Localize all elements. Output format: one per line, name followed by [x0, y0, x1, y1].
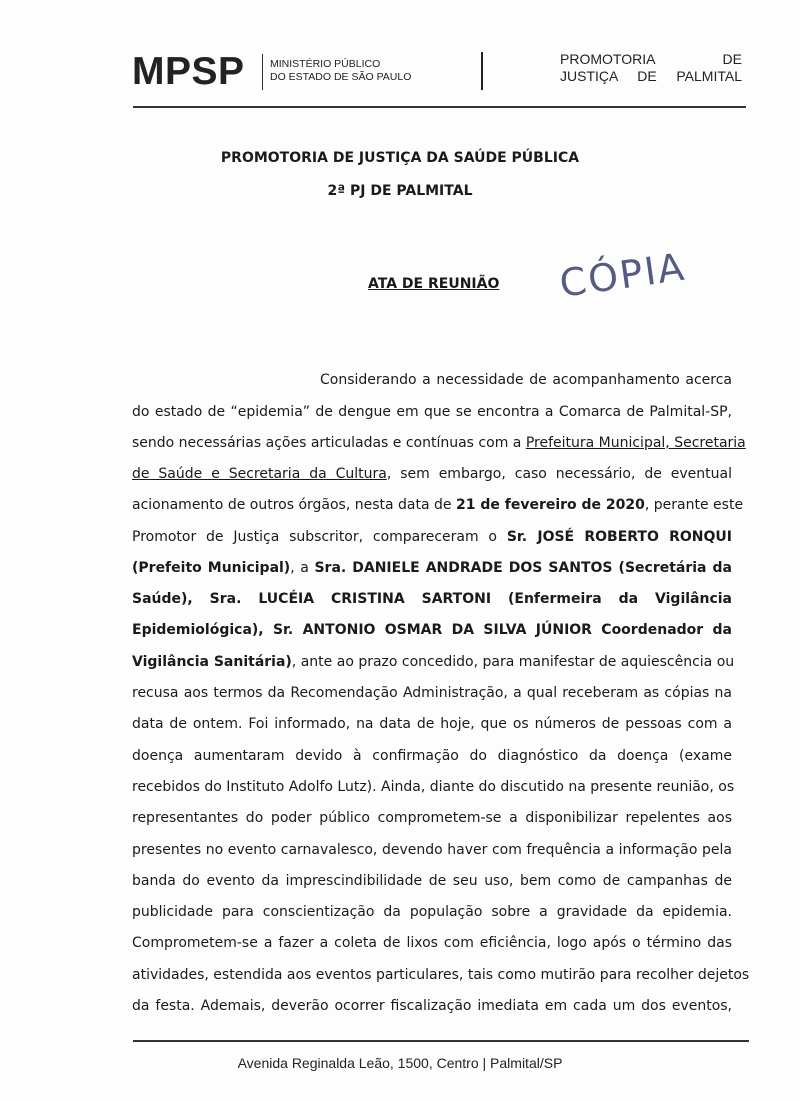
- header-promotoria-line1: PROMOTORIA DE: [560, 51, 742, 67]
- header-divider: [481, 52, 483, 90]
- body-line: Saúde), Sra. LUCÉIA CRISTINA SARTONI (Enfermeira da Vigilância: [132, 591, 732, 607]
- body-line: recusa aos termos da Recomendação Administração, a qual receberam as cópias na: [132, 685, 732, 701]
- attendee-name: Sra. DANIELE ANDRADE DOS SANTOS (Secretária da: [314, 560, 733, 576]
- body-line: atividades, estendida aos eventos particulares, tais como mutirão para recolher dejetos: [132, 967, 750, 983]
- body-text: , ante ao prazo concedido, para manifestar de aquiescência ou: [291, 654, 735, 670]
- body-text: , a: [290, 560, 315, 576]
- body-line: data de ontem. Foi informado, na data de hoje, que os números de pessoas com a: [132, 716, 732, 732]
- header-rule: [133, 106, 746, 108]
- logo-subtitle: [270, 58, 411, 84]
- body-line: representantes do poder público comprometem-se a disponibilizar repelentes aos: [132, 810, 732, 826]
- logo-subtitle-line2: DO ESTADO DE SÃO PAULO: [270, 71, 412, 83]
- body-line: [132, 527, 732, 547]
- logo-divider: [262, 54, 263, 90]
- body-underlined-text: de Saúde e Secretaria da Cultura: [132, 466, 387, 482]
- body-text: acionamento de outros órgãos, nesta data de: [132, 497, 456, 513]
- body-line: Considerando a necessidade de acompanhamento acerca: [320, 372, 732, 388]
- body-line: publicidade para conscientização da população sobre a gravidade da epidemia.: [132, 904, 732, 920]
- body-line: presentes no evento carnavalesco, devendo haver com frequência a informação pela: [132, 842, 732, 858]
- copy-stamp: CÓPIA: [556, 244, 689, 306]
- header-promotoria-line2: JUSTIÇA DE PALMITAL: [560, 68, 742, 84]
- body-line: da festa. Ademais, deverão ocorrer fiscalização imediata em cada um dos eventos,: [132, 998, 732, 1014]
- footer-address: Avenida Reginalda Leão, 1500, Centro | Palmital/SP: [237, 1055, 563, 1071]
- attendee-role: (Prefeito Municipal): [132, 560, 291, 576]
- body-text: , sem embargo, caso necessário, de eventual: [386, 466, 732, 482]
- body-text: Promotor de Justiça subscritor, compareceram o: [132, 529, 507, 545]
- body-line: do estado de “epidemia” de dengue em que se encontra a Comarca de Palmital-SP,: [132, 404, 732, 420]
- attendee-role: Vigilância Sanitária): [132, 654, 292, 670]
- body-line: Epidemiológica), Sr. ANTONIO OSMAR DA SILVA JÚNIOR Coordenador da: [132, 622, 732, 638]
- body-line: Comprometem-se a fazer a coleta de lixos com eficiência, logo após o término das: [132, 935, 732, 951]
- body-text: , perante este: [644, 497, 744, 513]
- meeting-date: 21 de fevereiro de 2020: [455, 497, 645, 513]
- body-line: [132, 495, 744, 515]
- body-line: [132, 433, 746, 453]
- document-subtitle: 2ª PJ DE PALMITAL: [327, 183, 473, 199]
- body-line: recebidos do Instituto Adolfo Lutz). Ainda, diante do discutido na presente reunião, os: [132, 779, 735, 795]
- logo-subtitle-line1: MINISTÉRIO PÚBLICO: [270, 58, 381, 70]
- body-line: [132, 464, 732, 484]
- mpsp-logo: MPSP: [132, 50, 245, 93]
- body-underlined-text: Prefeitura Municipal, Secretaria: [525, 435, 746, 451]
- header-promotoria: [560, 51, 742, 85]
- footer-rule: [133, 1040, 749, 1042]
- body-line: doença aumentaram devido à confirmação do diagnóstico da doença (exame: [132, 748, 732, 764]
- body-text: sendo necessárias ações articuladas e contínuas com a: [132, 435, 526, 451]
- ata-heading: ATA DE REUNIÃO: [368, 276, 500, 292]
- attendee-name: Sr. JOSÉ ROBERTO RONQUI: [506, 529, 732, 545]
- body-line: [132, 652, 735, 672]
- document-title: PROMOTORIA DE JUSTIÇA DA SAÚDE PÚBLICA: [220, 150, 580, 166]
- body-line: [132, 558, 732, 578]
- body-line: banda do evento da imprescindibilidade de seu uso, bem como de campanhas de: [132, 873, 732, 889]
